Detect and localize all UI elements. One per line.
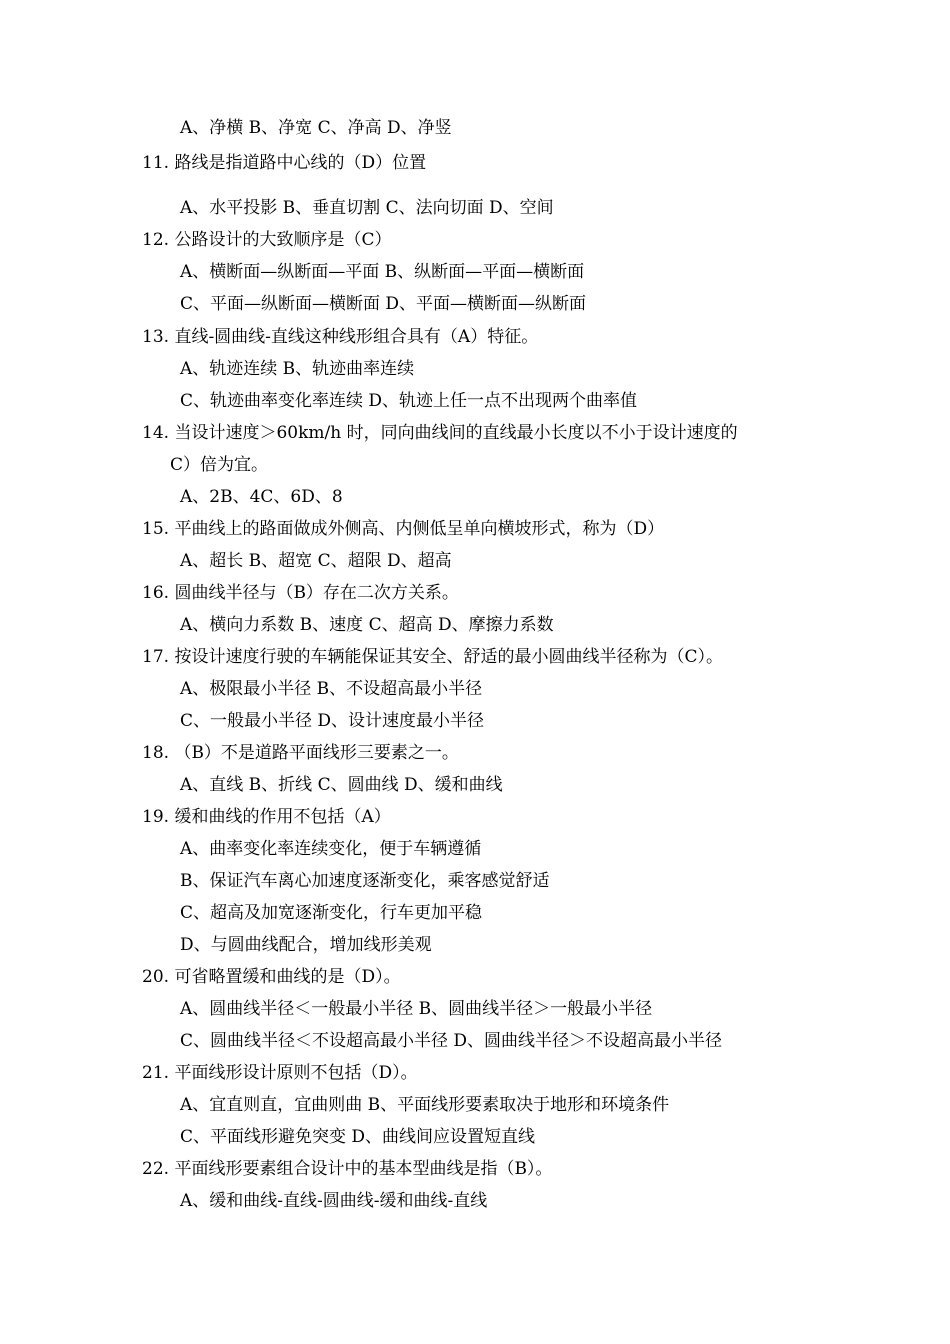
- option-line: A、宜直则直，宜曲则曲 B、平面线形要素取决于地形和环境条件: [180, 1095, 670, 1115]
- option-line: A、2B、4C、6D、8: [180, 487, 343, 507]
- option-line: A、超长 B、超宽 C、超限 D、超高: [180, 551, 452, 571]
- question-line: 17. 按设计速度行驶的车辆能保证其安全、舒适的最小圆曲线半径称为（C）。: [142, 647, 723, 667]
- option-line: A、曲率变化率连续变化，便于车辆遵循: [180, 839, 482, 859]
- option-line: C、圆曲线半径＜不设超高最小半径 D、圆曲线半径＞不设超高最小半径: [180, 1031, 723, 1051]
- option-line: B、保证汽车离心加速度逐渐变化，乘客感觉舒适: [180, 871, 550, 891]
- option-line: A、圆曲线半径＜一般最小半径 B、圆曲线半径＞一般最小半径: [180, 999, 653, 1019]
- option-line: C、超高及加宽逐渐变化，行车更加平稳: [180, 903, 483, 923]
- question-line: 21. 平面线形设计原则不包括（D）。: [142, 1063, 418, 1083]
- option-line: C、平面—纵断面—横断面 D、平面—横断面—纵断面: [180, 294, 587, 314]
- option-line: A、轨迹连续 B、轨迹曲率连续: [180, 359, 415, 379]
- question-line: 22. 平面线形要素组合设计中的基本型曲线是指（B）。: [142, 1159, 553, 1179]
- option-line: A、横向力系数 B、速度 C、超高 D、摩擦力系数: [180, 615, 554, 635]
- option-line: D、与圆曲线配合，增加线形美观: [180, 935, 432, 955]
- option-line: A、横断面—纵断面—平面 B、纵断面—平面—横断面: [180, 262, 585, 282]
- question-line: 15. 平曲线上的路面做成外侧高、内侧低呈单向横坡形式，称为（D）: [142, 519, 665, 539]
- question-line: 19. 缓和曲线的作用不包括（A）: [142, 807, 391, 827]
- option-line: A、净横 B、净宽 C、净高 D、净竖: [180, 118, 452, 138]
- question-line: 20. 可省略置缓和曲线的是（D）。: [142, 967, 401, 987]
- question-line: 13. 直线-圆曲线-直线这种线形组合具有（A）特征。: [142, 327, 539, 347]
- option-line: C、平面线形避免突变 D、曲线间应设置短直线: [180, 1127, 536, 1147]
- option-line: A、缓和曲线-直线-圆曲线-缓和曲线-直线: [180, 1191, 488, 1211]
- question-line: 14. 当设计速度＞60km/h 时，同向曲线间的直线最小长度以不小于设计速度的: [142, 423, 738, 443]
- option-line: A、水平投影 B、垂直切割 C、法向切面 D、空间: [180, 198, 554, 218]
- option-line: C、一般最小半径 D、设计速度最小半径: [180, 711, 485, 731]
- option-line: C、轨迹曲率变化率连续 D、轨迹上任一点不出现两个曲率值: [180, 391, 638, 411]
- question-line: 18. （B）不是道路平面线形三要素之一。: [142, 743, 459, 763]
- option-line: A、直线 B、折线 C、圆曲线 D、缓和曲线: [180, 775, 503, 795]
- question-line: 11. 路线是指道路中心线的（D）位置: [142, 153, 427, 173]
- question-line: 16. 圆曲线半径与（B）存在二次方关系。: [142, 583, 459, 603]
- question-continuation: C）倍为宜。: [170, 455, 269, 475]
- option-line: A、极限最小半径 B、不设超高最小半径: [180, 679, 483, 699]
- question-line: 12. 公路设计的大致顺序是（C）: [142, 230, 392, 250]
